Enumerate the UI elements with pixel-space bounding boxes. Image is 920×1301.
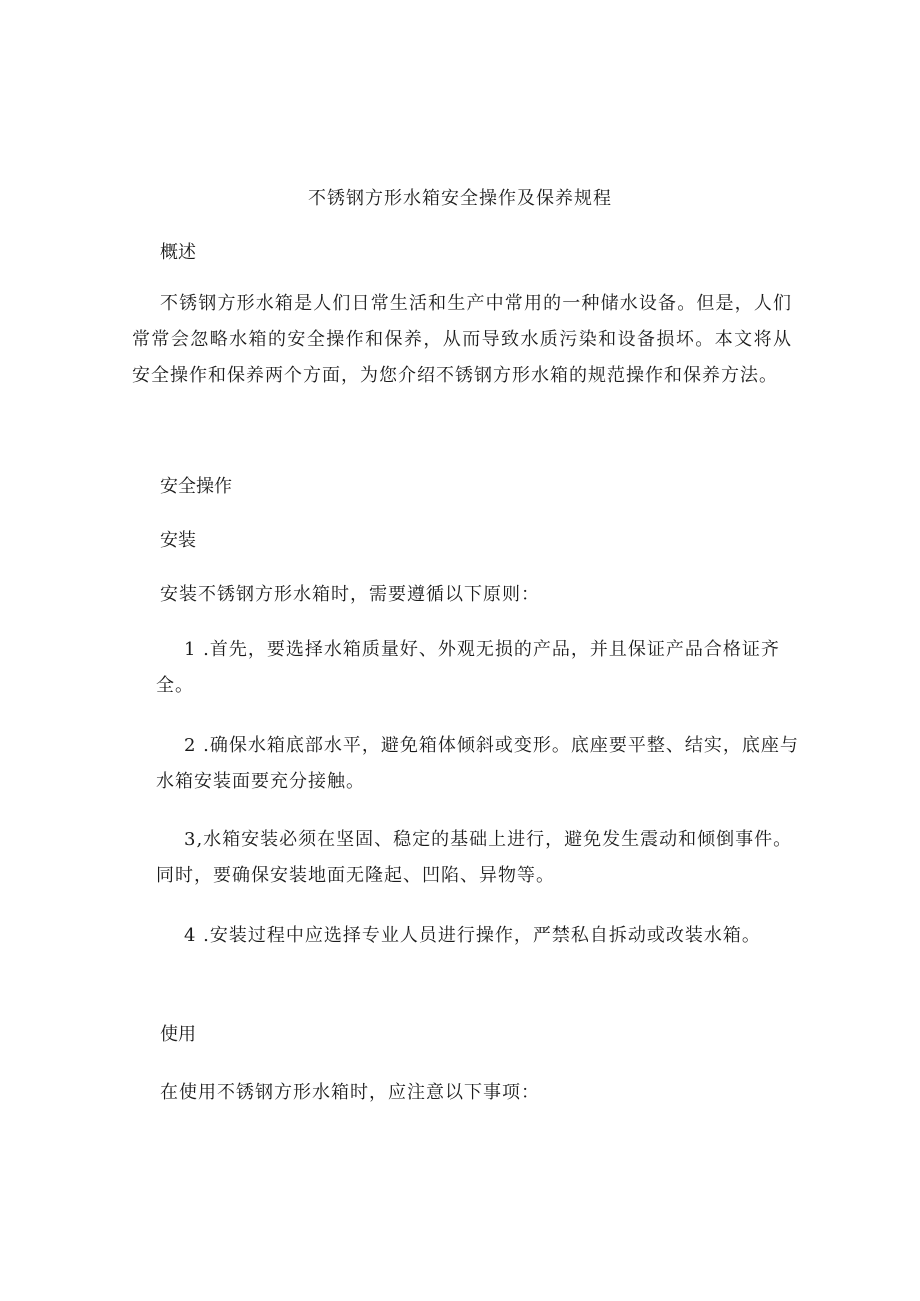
overview-heading: 概述 xyxy=(160,242,196,263)
safety-heading: 安全操作 xyxy=(160,476,232,497)
overview-paragraph: 不锈钢方形水箱是人们日常生活和生产中常用的一种储水设备。但是，人们常常会忽略水箱的安全操作和保养，从而导致水质污染和设备损坏。本文将从安全操作和保养两个方面，为您介绍不锈钢方形水箱的规范操作和保养方法。 xyxy=(132,293,792,386)
install-item-4: 4 .安装过程中应选择专业人员进行操作，严禁私自拆动或改装水箱。 xyxy=(184,925,761,946)
use-intro: 在使用不锈钢方形水箱时，应注意以下事项： xyxy=(160,1082,540,1103)
install-item-2: 2 .确保水箱底部水平，避免箱体倾斜或变形。底座要平整、结实，底座与水箱安装面要充分接触。 xyxy=(156,735,799,792)
install-item-1: 1 .首先，要选择水箱质量好、外观无损的产品，并且保证产品合格证齐全。 xyxy=(156,639,780,696)
install-item-3: 3,水箱安装必须在坚固、稳定的基础上进行，避免发生震动和倾倒事件。同时，要确保安装地面无隆起、凹陷、异物等。 xyxy=(156,829,793,886)
document-title: 不锈钢方形水箱安全操作及保养规程 xyxy=(308,188,612,209)
install-intro: 安装不锈钢方形水箱时，需要遵循以下原则： xyxy=(160,584,540,605)
use-heading: 使用 xyxy=(160,1024,196,1045)
install-heading: 安装 xyxy=(160,530,196,551)
